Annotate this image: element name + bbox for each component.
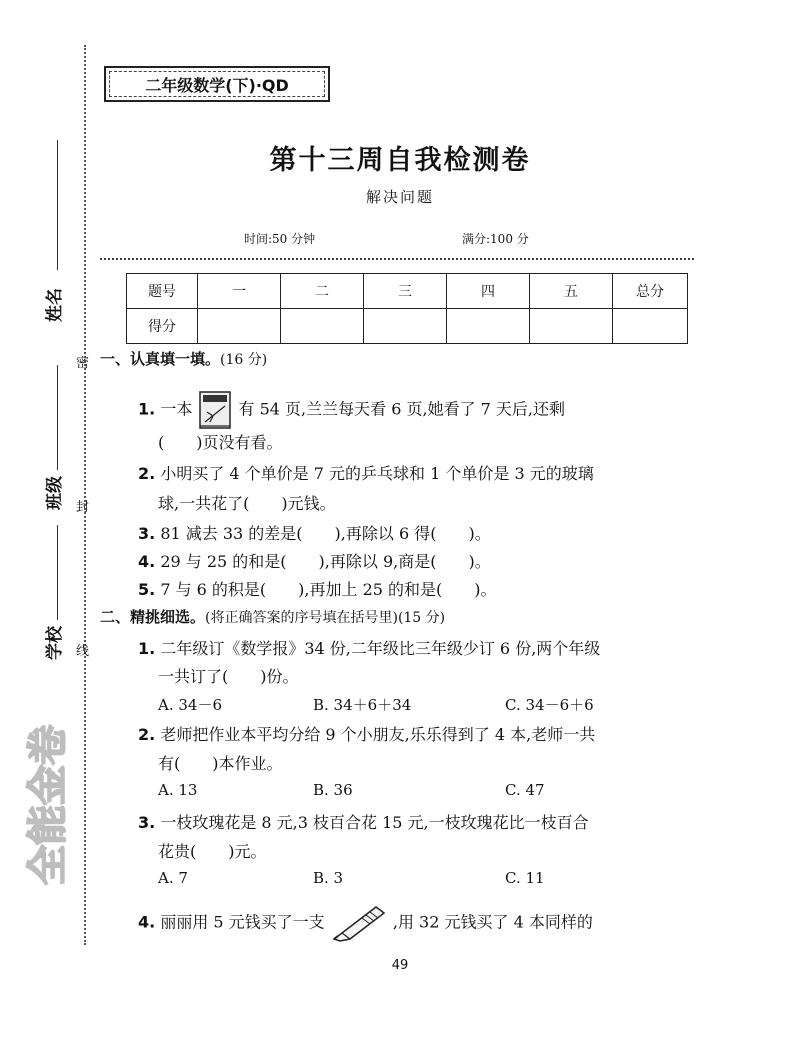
score-header-cell: 五 xyxy=(530,274,613,309)
question-number: 1. xyxy=(138,399,156,419)
option-b[interactable]: B. 3 xyxy=(313,869,344,887)
score-table-header-row xyxy=(127,274,688,309)
time-info: 时间:50 分钟 xyxy=(244,232,316,246)
school-label: 学校 xyxy=(45,626,65,660)
pen-icon xyxy=(330,903,388,943)
question-2-2 xyxy=(138,722,595,745)
score-cell[interactable] xyxy=(530,309,613,344)
score-cell[interactable] xyxy=(281,309,364,344)
question-2-1-cont: 一共订了( )份。 xyxy=(158,667,299,686)
score-header-cell: 二 xyxy=(281,274,364,309)
brand-text: 全能金卷 xyxy=(25,725,71,885)
question-1-1 xyxy=(138,390,565,430)
question-text: 81 减去 33 的差是( ),再除以 6 得( )。 xyxy=(160,524,491,543)
header-divider xyxy=(100,258,694,260)
question-text: 丽丽用 5 元钱买了一支 xyxy=(160,912,325,932)
page-number: 49 xyxy=(391,958,409,973)
question-text: 7 与 6 的积是( ),再加上 25 的和是( )。 xyxy=(160,580,497,599)
question-text: ,用 32 元钱买了 4 本同样的 xyxy=(392,912,593,932)
class-underline xyxy=(57,365,58,470)
option-a[interactable]: A. 34－6 xyxy=(158,696,222,714)
section-2-title: 二、精挑细选。 xyxy=(100,608,206,626)
question-2-1 xyxy=(138,636,600,659)
seal-feng: 封 xyxy=(76,500,90,515)
question-number: 5. xyxy=(138,580,156,599)
option-c[interactable]: C. 47 xyxy=(505,781,545,799)
question-1-2 xyxy=(138,461,594,484)
seal-xian: 线 xyxy=(76,644,90,659)
name-label: 姓名 xyxy=(45,288,65,322)
section-2-points: (将正确答案的序号填在括号里)(15 分) xyxy=(205,610,446,626)
score-table xyxy=(126,273,688,344)
question-1-3 xyxy=(138,521,491,544)
badge-text: 二年级数学(下)·QD xyxy=(145,75,289,95)
question-number: 2. xyxy=(138,464,156,483)
score-header-cell: 一 xyxy=(198,274,281,309)
score-header-cell: 四 xyxy=(447,274,530,309)
option-c[interactable]: C. 11 xyxy=(505,869,545,887)
option-b[interactable]: B. 36 xyxy=(313,781,353,799)
question-1-4 xyxy=(138,549,491,572)
score-cell[interactable] xyxy=(447,309,530,344)
section-1-title: 一、认真填一填。 xyxy=(100,350,221,368)
question-2-2-cont: 有( )本作业。 xyxy=(158,754,283,773)
class-label: 班级 xyxy=(45,476,65,510)
question-text: 一枝玫瑰花是 8 元,3 枝百合花 15 元,一枝玫瑰花比一枝百合 xyxy=(160,813,589,832)
page-subtitle: 解决问题 xyxy=(365,188,434,206)
score-row-label: 得分 xyxy=(127,309,198,344)
option-a[interactable]: A. 7 xyxy=(158,869,188,887)
score-cell[interactable] xyxy=(198,309,281,344)
option-a[interactable]: A. 13 xyxy=(158,781,198,799)
section-1-heading xyxy=(100,348,267,369)
question-1-2-cont: 球,一共花了( )元钱。 xyxy=(158,494,336,513)
question-1-5 xyxy=(138,577,497,600)
question-2-3-cont: 花贵( )元。 xyxy=(158,842,267,861)
score-info: 满分:100 分 xyxy=(462,232,529,246)
score-cell[interactable] xyxy=(613,309,688,344)
seal-mi: 密 xyxy=(76,356,90,371)
option-b[interactable]: B. 34＋6＋34 xyxy=(313,696,412,714)
question-text: 29 与 25 的和是( ),再除以 9,商是( )。 xyxy=(160,552,491,571)
question-text: 一本 xyxy=(160,399,193,419)
score-header-cell: 题号 xyxy=(127,274,198,309)
grade-badge xyxy=(104,66,330,102)
section-2-heading xyxy=(100,606,445,627)
question-text: 有 54 页,兰兰每天看 6 页,她看了 7 天后,还剩 xyxy=(238,399,566,419)
option-c[interactable]: C. 34－6＋6 xyxy=(505,696,594,714)
school-underline xyxy=(57,525,58,620)
question-number: 3. xyxy=(138,524,156,543)
question-text: 小明买了 4 个单价是 7 元的乒乓球和 1 个单价是 3 元的玻璃 xyxy=(160,464,594,483)
question-number: 3. xyxy=(138,813,156,832)
question-number: 4. xyxy=(138,912,156,932)
question-number: 4. xyxy=(138,552,156,571)
question-text: 二年级订《数学报》34 份,二年级比三年级少订 6 份,两个年级 xyxy=(160,639,601,658)
question-2-4 xyxy=(138,903,593,943)
score-table-score-row xyxy=(127,309,688,344)
question-2-3 xyxy=(138,810,589,833)
binding-dotted-line xyxy=(84,45,86,945)
book-icon xyxy=(197,390,233,430)
section-1-points: (16 分) xyxy=(220,352,268,368)
page-title: 第十三周自我检测卷 xyxy=(269,145,531,176)
score-header-cell: 总分 xyxy=(613,274,688,309)
question-1-1-cont: ( )页没有看。 xyxy=(158,433,283,452)
question-number: 2. xyxy=(138,725,156,744)
brand-watermark xyxy=(22,715,72,895)
score-cell[interactable] xyxy=(364,309,447,344)
question-text: 老师把作业本平均分给 9 个小朋友,乐乐得到了 4 本,老师一共 xyxy=(160,725,596,744)
question-number: 1. xyxy=(138,639,156,658)
score-header-cell: 三 xyxy=(364,274,447,309)
